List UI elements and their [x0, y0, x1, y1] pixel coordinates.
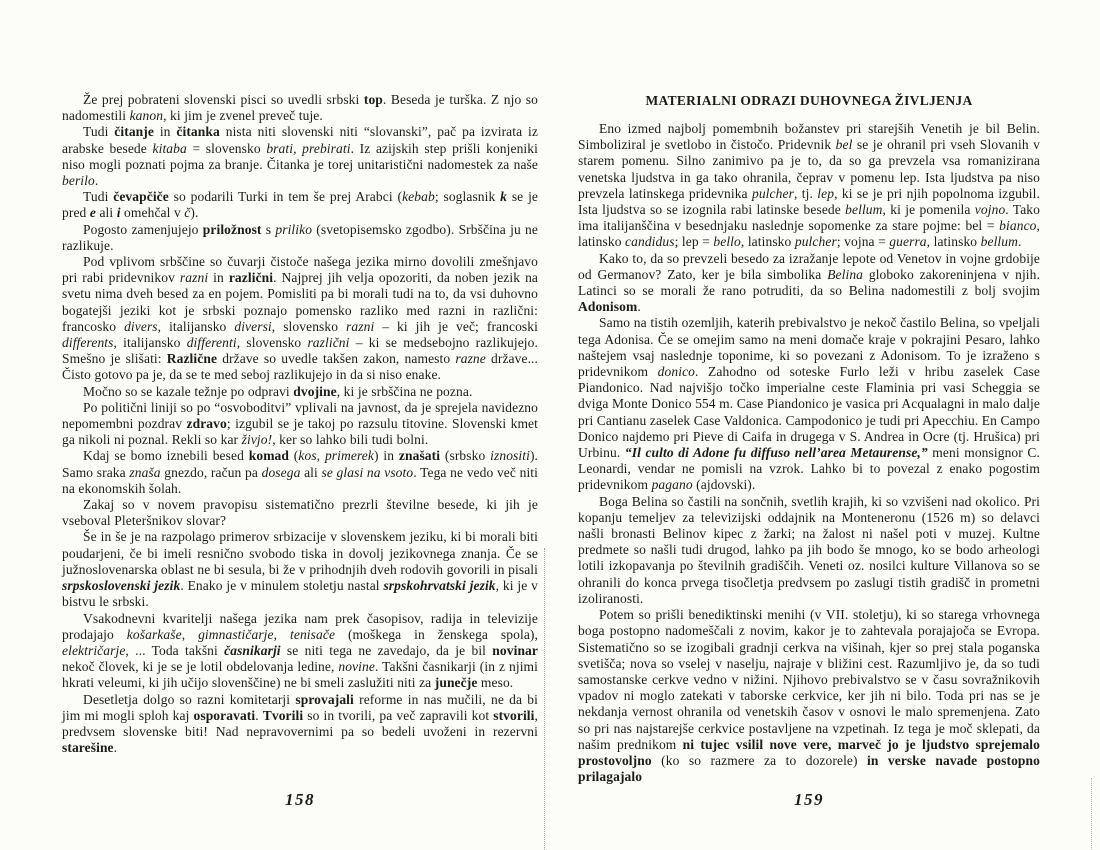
- page-158-text: [62, 92, 538, 756]
- paragraph: Zakaj so v novem pravopisu sistematično prezrli številne besede, ki jih je vseboval Pleteršnikov slovar?: [62, 497, 538, 529]
- paragraph: Eno izmed najbolj pomembnih božanstev pri starejših Venetih je bil Belin. Simboliziral je svetlobo in čistočo. Pridevnik bel se je ohranil pri vseh Slovanih v starem pomenu. Silno zanimivo pa je to, da so ga prevzela vsa romanizirana venetska ljudstva in ga tako ohranila, čeprav v pomenu lep. Ista ljudstva pa niso prevzela latinskega pridevnika pulcher, tj. lep, ki se je pri njih popolnoma izgubil. Ista ljudstva so se izognila rabi latinske besede bellum, ki je pomenila vojno. Tako ima italijanščina v besednjaku naslednje sopomenke za stare pojme: bel = bianco, latinsko candidus; lep = bello, latinsko pulcher; vojna = guerra, latinsko bellum.: [578, 121, 1041, 250]
- paragraph: Tudi čitanje in čitanka nista niti slovenski niti “slovanski”, pač pa izvirata iz arabske besede kitaba = slovensko brati, prebirati. Iz azijskih step prišli konjeniki niso mogli poznati pojma za branje. Čitanka je torej unitaristični nadomestek za naše berilo.: [62, 124, 538, 189]
- paragraph: Pogosto zamenjujejo priložnost s priliko (svetopisemsko zgodbo). Srbščina ju ne razlikuje.: [62, 221, 538, 253]
- paragraph: Vsakodnevni kvaritelji našega jezika nam prek časopisov, radija in televizije prodajajo košarkaše, gimnastičarje, tenisače (moškega in ženskega spola), električarje, ... Toda takšni časnikarji se niti tega ne zavedajo, da je bil novinar nekoč človek, ki je se je lotil obdelovanja ledine, novine. Takšni časnikarji (in z njimi hkrati veleumi, ki jih učijo slovenščine) ne bi smeli zaslužiti niti za junečje meso.: [62, 610, 539, 691]
- page-159: [578, 0, 1040, 850]
- page-159-number: 159: [794, 790, 824, 809]
- paragraph: Samo na tistih ozemljih, katerih prebivalstvo je nekoč častilo Belina, so vpeljali tega Adonisa. Če se omejim samo na meni domače kraje v pokrajini Pesaro, lahko naštejem vsaj naslednje toponime, ki so povezani z Adonisom. To je izraženo s pridevnikom donico. Zahodno od soteske Furlo leži v hribu zaselek Case Piandonico. Nad najvišjo točko imperialne ceste Flaminia pri vasi Scheggia se dviga Monte Donico 554 m. Case Piandonico je vasica pri Acqualagni in malo dalje pri Cantianu zaselek Case Valdonica. Campodonico je tudi pri Apecchiu. En Campo Donico najdemo pri Pieve di Caifa in drugega v S. Andrea in Ocre (tj. Hrušica) pri Urbinu. “Il culto di Adone fu diffuso nell’area Metaurense,” meni monsignor C. Leonardi, vendar ne pomisli na vzrok. Lahko bi to povezal z enako pogostim pridevnikom pagano (ajdovski).: [578, 315, 1040, 493]
- paragraph: Desetletja dolgo so razni komitetarji sprovajali reforme in nas mučili, ne da bi jim mi mogli sploh kaj osporavati. Tvorili so in tvorili, pa več zapravili kot stvorili, predvsem slovenske biti! Nad nepravovernimi pa so bedeli uvoženi in rezervni starešine.: [62, 691, 538, 756]
- paragraph: Pod vplivom srbščine so čuvarji čistoče našega jezika mirno dovolili zmešnjavo pri rabi pridevnikov razni in različni. Najprej jih velja opozoriti, da noben jezik na svetu nima dveh besed za en pojem. Pomisliti pa bi morali tudi na to, da vsi duhovno bogatejši jeziki kot je srbski poznajo pomensko razliko med razni in različni: francosko divers, italijansko diversi, slovensko razni – ki jih je več; francoski differents, italijansko differenti, slovensko različni – ki se medsebojno razlikujejo. Smešno je slišati: Različne države so uvedle takšen zakon, namesto razne države... Čisto gotovo pa je, da se te med seboj razlikujejo in da si niso enake.: [62, 254, 539, 383]
- paragraph: Kdaj se bomo iznebili besed komad (kos, primerek) in znašati (srbsko iznositi). Samo sraka znaša gnezdo, račun pa dosega ali se glasi na vsoto. Tega ne vedo več niti na ekonomskih šolah.: [62, 448, 539, 496]
- page-159-text: [578, 121, 1040, 785]
- paragraph: Že prej pobrateni slovenski pisci so uvedli srbski top. Beseda je turška. Z njo so nadomestili kanon, ki jim je zvenel preveč tuje.: [62, 92, 538, 124]
- page-158: [62, 0, 538, 850]
- scan-edge-line: [1091, 778, 1092, 850]
- chapter-title: MATERIALNI ODRAZI DUHOVNEGA ŽIVLJENJA: [645, 93, 973, 108]
- page-158-number: 158: [285, 790, 315, 809]
- paragraph: Boga Belina so častili na sončnih, svetlih krajih, ki so vzvišeni nad okolico. Pri kopanju temeljev za televizijski oddajnik na Monteneronu (1526 m) so delavci našli bronasti Belinov kipec z žarki; na žalost ni našel poti v muzej. Kultne predmete so našli tudi drugod, lahko pa jih bodo še mnogo, ko se bodo arheologi lotili izkopavanja po številnih gradiščih. Veneti oz. nosilci kulture Villanova so se ohranili do konca prvega tisočletja predvsem po zaslugi tistih gradišč in prometni izoliranosti.: [578, 493, 1040, 606]
- paragraph: Potem so prišli benediktinski menihi (v VII. stoletju), ki so starega vrhovnega boga postopno nadomeščali z novim, kakor je to zahtevala porajajoča se Evropa. Sistematično so se izogibali gradnji cerkva na višinah, kjer so prej stala poganska svetišča; nova so vselej v naselju, najraje v bližini cest. Razumljivo je, da so tudi samostanske cerkve vedno v nižini. Njihovo prebivalstvo se v času sovražnikovih vpadov ni moglo zatekati v taborske cerkvice, ker jih ni bilo. Toda pri nas se je nekdanja vernost ohranila od venetskih časov v osnovi le malo spremenjena. Zato so pri nas najstarejše cerkvice postavljene na vzpetinah. Iz tega je moč sklepati, da našim prednikom ni tujec vsilil nove vere, marveč jo je ljudstvo sprejemalo prostovoljno (ko so razmere za to dozorele) in verske navade postopno prilagajalo: [578, 607, 1040, 785]
- paragraph: Kako to, da so prevzeli besedo za izražanje lepote od Venetov in vojne grdobije od Germanov? Zato, ker je bila simbolika Belina globoko zakoreninjena v njih. Latinci so se morali že rano potruditi, da so Belina nadomestili z bolj svojim Adonisom.: [578, 250, 1040, 315]
- paragraph: Močno so se kazale težnje po odpravi dvojine, ki je srbščina ne pozna.: [83, 383, 473, 399]
- paragraph: Še in še je na razpolago primerov srbizacije v slovenskem jeziku, ki bi morali biti poudarjeni, če bi imeli resnično svobodo tiska in dovolj jezikovnega znanja. Če se južnoslovenarska oblast ne bi sesula, bi že v prihodnjih dveh rodovih govorili in pisali srpskoslovenski jezik. Enako je v minulem stoletju nastal srpskohrvatski jezik, ki je v bistvu le srbski.: [62, 529, 538, 610]
- page-gutter-line: [544, 548, 545, 850]
- paragraph: Po politični liniji so po “osvoboditvi” vplivali na javnost, da je sprejela navidezno nepomembni pozdrav zdravo; izgubil se je takoj po razsulu titovine. Slovenski kmet ga nikoli ni poznal. Rekli so kar živjo!, ker so lahko bili tudi bolni.: [62, 399, 539, 448]
- paragraph: Tudi čevapčiče so podarili Turki in tem še prej Arabci (kebab; soglasnik k se je pred e ali i omehčal v č).: [62, 189, 539, 221]
